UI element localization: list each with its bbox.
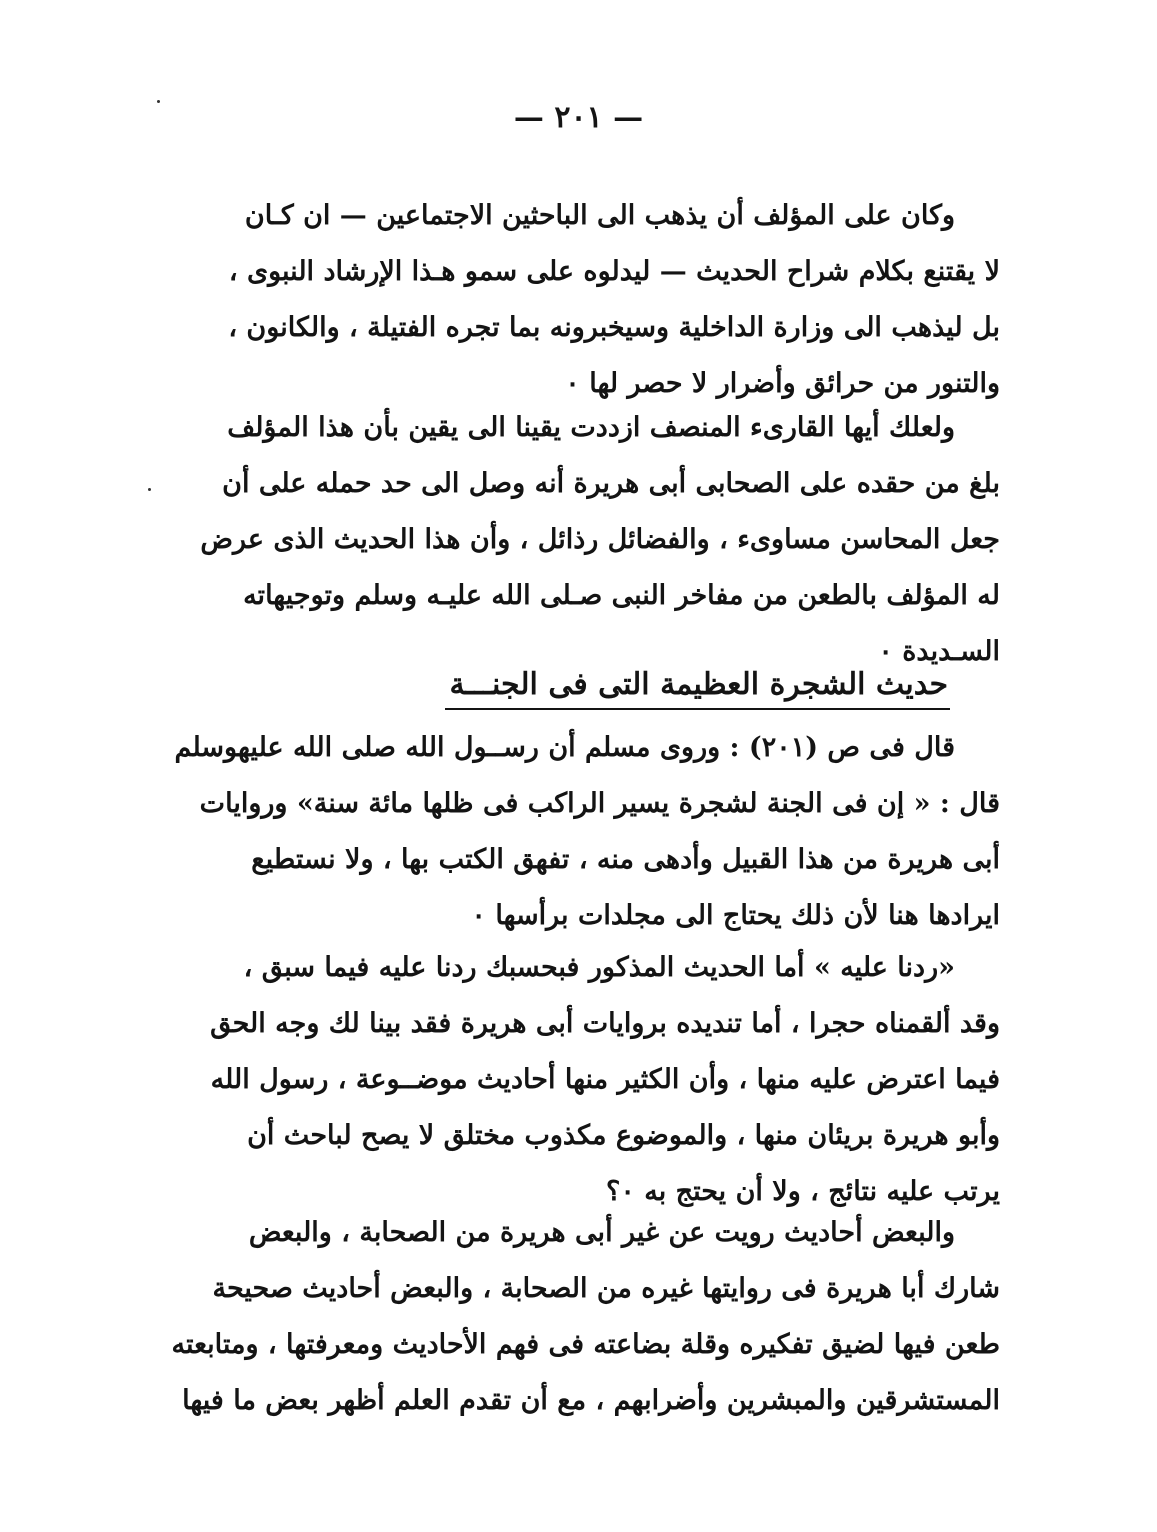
- text-line: بلغ من حقده على الصحابى أبى هريرة أنه وصل الى حد حمله على أن: [222, 468, 1000, 499]
- text-line: يرتب عليه نتائج ، ولا أن يحتج به ٠؟: [606, 1176, 1000, 1207]
- text-line: له المؤلف بالطعن من مفاخر النبى صـلى الله عليـه وسلم وتوجيهاته: [243, 580, 1000, 611]
- text-line: وأبو هريرة بريئان منها ، والموضوع مكذوب مختلق لا يصح لباحث أن: [247, 1120, 1000, 1151]
- text-line: ايرادها هنا لأن ذلك يحتاج الى مجلدات برأسها ٠: [471, 900, 1000, 931]
- text-line: بل ليذهب الى وزارة الداخلية وسيخبرونه بما تجره الفتيلة ، والكانون ،: [228, 312, 1000, 343]
- text-line: قال : « إن فى الجنة لشجرة يسير الراكب فى ظلها مائة سنة» وروايات: [199, 788, 1000, 819]
- section-heading-container: [440, 660, 950, 710]
- page-number: — ٢٠١ —: [513, 100, 644, 135]
- heading-underline: [445, 708, 950, 710]
- text-line: والتنور من حرائق وأضرار لا حصر لها ٠: [565, 368, 1000, 399]
- text-line: «ردنا عليه » أما الحديث المذكور فبحسبك ردنا عليه فيما سبق ،: [243, 952, 955, 983]
- section-heading: حديث الشجرة العظيمة التى فى الجنـــة: [449, 667, 948, 702]
- text-line: فيما اعترض عليه منها ، وأن الكثير منها أحاديث موضــوعة ، رسول الله: [210, 1064, 1000, 1095]
- text-line: وكان على المؤلف أن يذهب الى الباحثين الاجتماعين — ان كـان: [244, 200, 955, 231]
- text-line: السـديدة ٠: [878, 636, 1000, 667]
- paragraph: [180, 400, 1000, 680]
- text-line: قال فى ص (٢٠١) : وروى مسلم أن رســول الله صلى الله عليهوسلم: [174, 732, 955, 763]
- text-line: لا يقتنع بكلام شراح الحديث — ليدلوه على سمو هـذا الإرشاد النبوى ،: [228, 256, 1000, 287]
- scan-speck: [148, 488, 151, 491]
- paragraph: [180, 188, 1000, 412]
- text-line: شارك أبا هريرة فى روايتها غيره من الصحابة ، والبعض أحاديث صحيحة: [212, 1273, 1000, 1304]
- text-line: والبعض أحاديث رويت عن غير أبى هريرة من الصحابة ، والبعض: [248, 1217, 955, 1248]
- text-line: أبى هريرة من هذا القبيل وأدهى منه ، تفهق الكتب بها ، ولا نستطيع: [251, 844, 1000, 875]
- paragraph: [180, 940, 1000, 1220]
- text-line: المستشرقين والمبشرين وأضرابهم ، مع أن تقدم العلم أظهر بعض ما فيها: [182, 1385, 1000, 1416]
- text-line: ولعلك أيها القارىء المنصف ازددت يقينا الى يقين بأن هذا المؤلف: [227, 412, 955, 443]
- text-line: جعل المحاسن مساوىء ، والفضائل رذائل ، وأن هذا الحديث الذى عرض: [200, 524, 1000, 555]
- paragraph: [171, 1205, 1000, 1429]
- paragraph: [174, 720, 1000, 944]
- text-line: وقد ألقمناه حجرا ، أما تنديده بروايات أبى هريرة فقد بينا لك وجه الحق: [210, 1008, 1000, 1039]
- text-line: طعن فيها لضيق تفكيره وقلة بضاعته فى فهم الأحاديث ومعرفتها ، ومتابعته: [171, 1329, 1000, 1360]
